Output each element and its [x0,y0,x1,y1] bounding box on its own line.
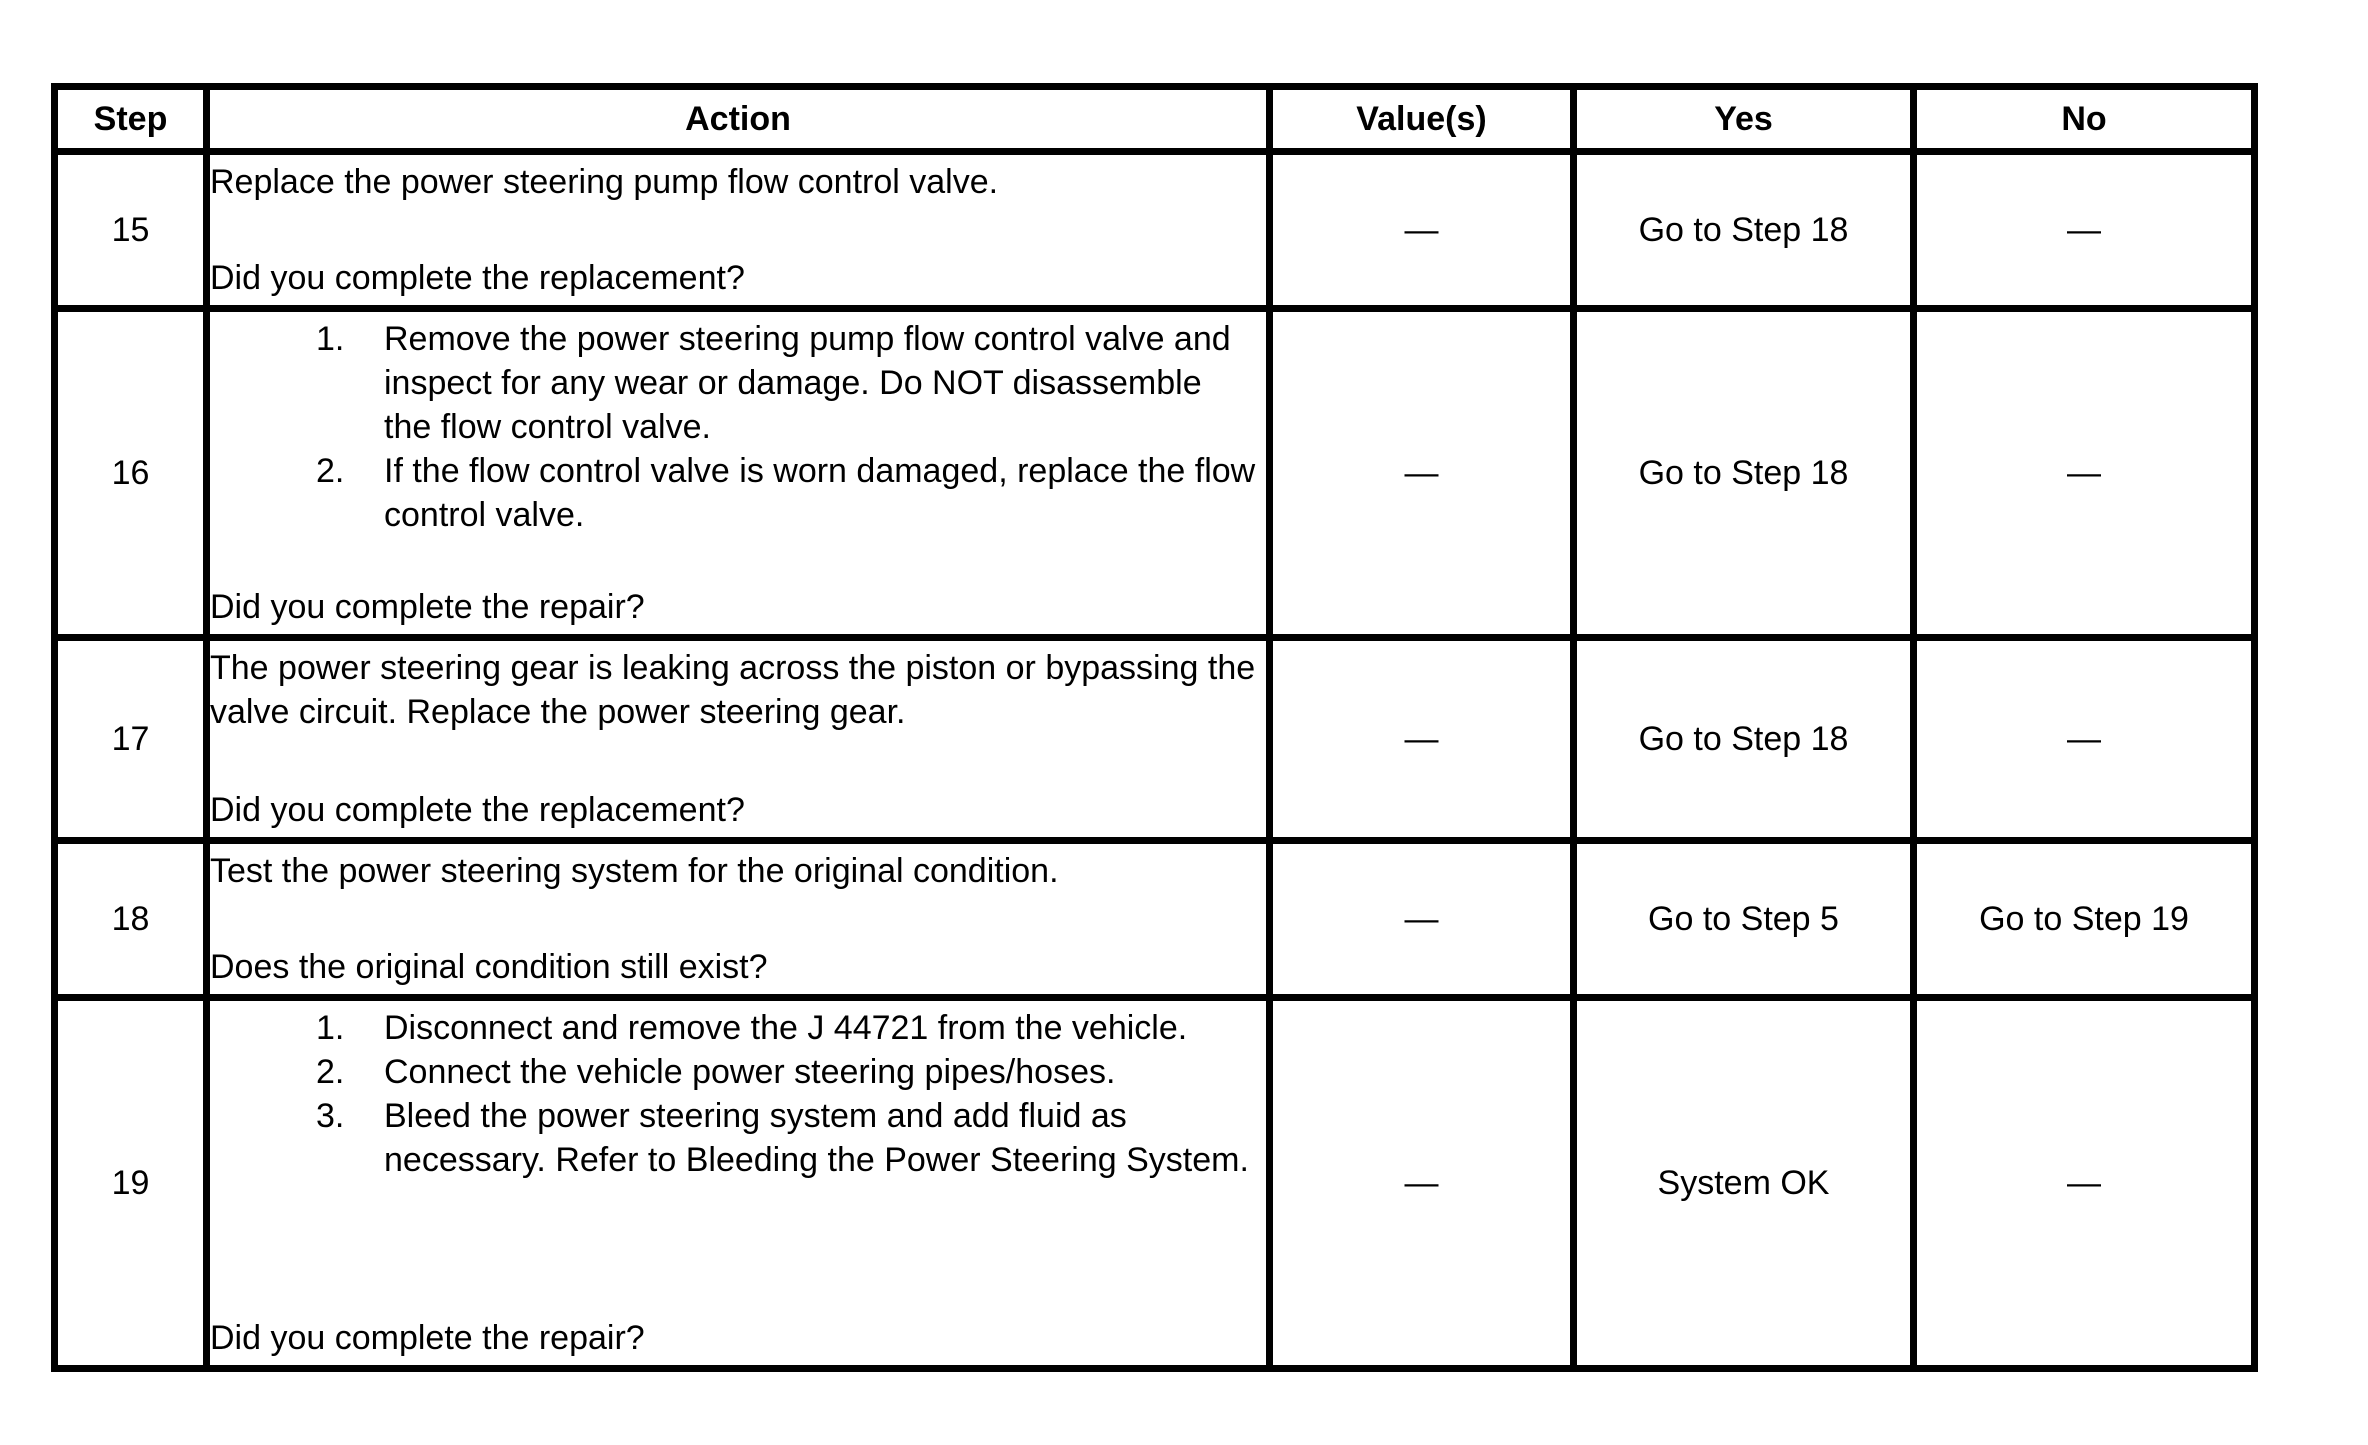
table-row [55,998,2255,1369]
action-step-item [210,449,1266,537]
action-cell [207,638,1270,841]
action-question: Did you complete the replacement? [210,791,745,829]
value-cell: — [1270,309,1574,638]
action-cell [207,998,1270,1369]
action-step-number [210,449,362,537]
step-number: 19 [55,998,207,1369]
value-cell: — [1270,638,1574,841]
action-step-text: If the flow control valve is worn damaged, replace the flow control valve. [384,452,1256,534]
value-cell: — [1270,841,1574,998]
no-result: Go to Step 19 [1914,841,2255,998]
yes-result: Go to Step 5 [1574,841,1914,998]
action-step-text: Bleed the power steering system and add fluid as necessary. Refer to Bleeding the Power Steering System. [384,1097,1249,1179]
action-content [210,1006,1266,1360]
yes-result: System OK [1574,998,1914,1369]
action-step-text: Disconnect and remove the J 44721 from the vehicle. [384,1009,1188,1047]
header-no: No [1914,87,2255,152]
action-instruction: Test the power steering system for the original condition. [210,852,1059,890]
action-step-number [210,317,362,449]
no-result: — [1914,998,2255,1369]
action-steps-list [210,1006,1266,1182]
value-cell: — [1270,998,1574,1369]
table-row [55,638,2255,841]
action-step-number [210,1006,362,1050]
header-row [55,87,2255,152]
action-step-number-text: 3. [316,1097,345,1135]
value-cell: — [1270,152,1574,309]
table-row [55,841,2255,998]
action-content [210,646,1266,832]
action-step-number-text: 1. [316,320,345,358]
header-values: Value(s) [1270,87,1574,152]
action-cell [207,309,1270,638]
action-step-number [210,1094,362,1182]
action-instruction: Replace the power steering pump flow control valve. [210,163,999,201]
action-question: Does the original condition still exist? [210,948,768,986]
action-cell [207,152,1270,309]
action-steps-list [210,317,1266,537]
no-result: — [1914,638,2255,841]
action-step-number-text: 2. [316,452,345,490]
action-question: Did you complete the repair? [210,588,645,626]
yes-result: Go to Step 18 [1574,152,1914,309]
header-step: Step [55,87,207,152]
action-question: Did you complete the repair? [210,1319,645,1357]
action-step-item [210,1006,1266,1050]
action-step-item [210,317,1266,449]
action-step-item [210,1050,1266,1094]
action-step-item [210,1094,1266,1182]
header-yes: Yes [1574,87,1914,152]
action-content [210,160,1266,300]
action-step-number [210,1050,362,1094]
step-number: 15 [55,152,207,309]
step-number: 18 [55,841,207,998]
step-number: 16 [55,309,207,638]
action-step-number-text: 1. [316,1009,345,1047]
action-instruction: The power steering gear is leaking across the piston or bypassing the valve circuit. Replace the power steering gear. [210,649,1256,731]
yes-result: Go to Step 18 [1574,638,1914,841]
action-step-text: Connect the vehicle power steering pipes/hoses. [384,1053,1116,1091]
table-row [55,152,2255,309]
no-result: — [1914,152,2255,309]
action-content [210,317,1266,629]
header-action: Action [207,87,1270,152]
action-cell [207,841,1270,998]
no-result: — [1914,309,2255,638]
action-step-number-text: 2. [316,1053,345,1091]
yes-result: Go to Step 18 [1574,309,1914,638]
action-content [210,849,1266,989]
diagnostic-table [51,83,2258,1372]
action-question: Did you complete the replacement? [210,259,745,297]
table-row [55,309,2255,638]
step-number: 17 [55,638,207,841]
action-step-text: Remove the power steering pump flow control valve and inspect for any wear or damage. Do NOT disassemble the flow control valve. [384,320,1231,446]
